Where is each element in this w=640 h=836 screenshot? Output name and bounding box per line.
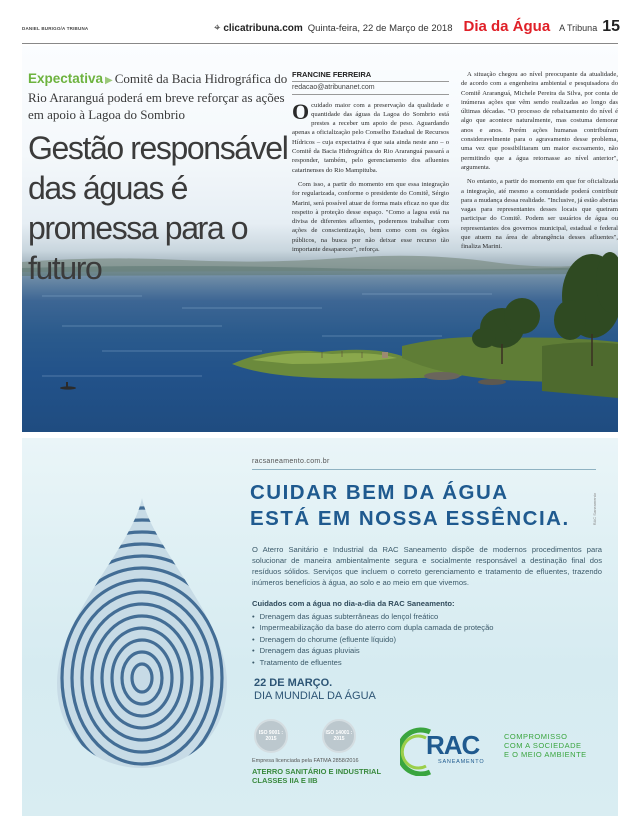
ad-website[interactable]: racsaneamento.com.br xyxy=(252,458,330,465)
article-headline: Gestão responsável das águas é promessa para o futuro xyxy=(28,130,288,286)
license-classes: ATERRO SANITÁRIO E INDUSTRIAL CLASSES IIA E IIB xyxy=(252,767,382,785)
kicker-label: Expectativa xyxy=(28,71,104,86)
kicker-text: Comitê da Bacia Hidrográfica do Rio Araranguá poderá em breve reforçar as ações em apoio à Lagoa do Sombrio xyxy=(28,71,288,122)
rac-advertisement xyxy=(22,438,618,816)
list-item: • Impermeabilização da base do aterro com dupla camada de proteção xyxy=(252,622,494,633)
header-divider xyxy=(22,43,618,44)
page-header xyxy=(214,18,620,36)
article-column-2 xyxy=(461,70,618,259)
site-link[interactable]: clicatribuna.com xyxy=(223,23,303,34)
water-day-date: 22 DE MARÇO. DIA MUNDIAL DA ÁGUA xyxy=(254,677,376,702)
ad-body-text: O Aterro Sanitário e Industrial da RAC Saneamento dispõe de modernos procedimentos para solucionar de maneira ambientalmente segura e socialmente responsável a destinação final dos resíduos sólidos. Serviços que incluem o correto gerenciamento e tratamento de efluentes, trazendo inúmeros benefícios à água, ao solo e ao meio em que vivemos. xyxy=(252,545,602,587)
fingerprint-drop-icon xyxy=(42,488,242,778)
triangle-icon: ▶ xyxy=(105,75,113,86)
ad-list-title: Cuidados com a água no dia-a-dia da RAC Saneamento: xyxy=(252,599,455,608)
rac-logo-text: RAC xyxy=(426,730,480,760)
paragraph: Com isso, a partir do momento em que essa integração for regularizada, conforme o presidente do Comitê, Sérgio Marini, será possível atuar de forma mais eficaz no que diz respeito à proteção desse espaço. "Como a lagoa está na divisa de diferentes afluentes, poderemos trabalhar com ações de conscientização, bem como com os órgãos públicos, na busca por não deixar esse recurso tão importante desaparecer", reforça. xyxy=(292,180,449,254)
iso-9001-seal: ISO 9001 : 2015 xyxy=(254,719,288,753)
issue-date: Quinta-feira, 22 de Março de 2018 xyxy=(307,23,453,34)
article-column-1 xyxy=(292,70,449,259)
section-title: Dia da Água xyxy=(463,18,551,35)
paragraph: Ocuidado maior com a preservação da qualidade e quantidade das águas da Lagoa do Sombrio está prestes a receber um apoio de peso. Aguardando apenas a oficialização pelo Conselho Estadual de Recursos Hídricos – cuja expectativa é que saia ainda neste ano – o Comitê da Bacia Hidrográfica do Rio Araranguá passará a responder, também, pelo gerenciamento dos afluentes catarinenses do Rio Mampituba. xyxy=(292,98,449,174)
drop-cap: O xyxy=(292,98,310,124)
ad-title: CUIDAR BEM DA ÁGUA ESTÁ EM NOSSA ESSÊNCIA. xyxy=(250,481,570,530)
page-number: 15 xyxy=(602,18,620,35)
list-item: • Drenagem do chorume (efluente líquido) xyxy=(252,634,494,645)
license-text: Empresa licenciada pela FATMA 2858/2016 xyxy=(252,758,359,764)
paper-name: A Tribuna xyxy=(559,23,598,33)
list-item: • Tratamento de efluentes xyxy=(252,657,494,668)
author-name: FRANCINE FERREIRA xyxy=(292,70,372,79)
iso-14001-seal: ISO 14001 : 2015 xyxy=(322,719,356,753)
list-item: • Drenagem das águas pluviais xyxy=(252,645,494,656)
photo-credit: DANIEL BURIGO/A TRIBUNA xyxy=(22,26,89,31)
article-body xyxy=(292,70,618,259)
list-item: • Drenagem das águas subterrâneas do lençol freático xyxy=(252,611,494,622)
paragraph: No entanto, a partir do momento em que for oficializada a integração, até mesmo a comunidade poderá contribuir para a mudança dessa realidade. "Inclusive, já estão abertas vagas para representantes desses locais que queiram participar do Comitê. Podem ser usuários de água ou representantes dos governos municipal, estadual e federal que atuem na área de abrangência desses afluentes", finaliza Marini. xyxy=(461,178,618,251)
author-email[interactable]: redacao@atribunanet.com xyxy=(292,81,449,94)
ad-vertical-credit: RAC Saneamento xyxy=(592,493,597,526)
rac-slogan: COMPROMISSO COM A SOCIEDADE E O MEIO AMBIENTE xyxy=(504,732,587,759)
rac-logo-subtitle: SANEAMENTO xyxy=(438,759,485,765)
article-kicker xyxy=(28,70,298,123)
ad-care-list xyxy=(252,611,494,668)
ad-divider xyxy=(252,469,596,470)
cursor-icon: ⌖ xyxy=(214,22,221,34)
paragraph: A situação chegou ao nível preocupante da atualidade, de acordo com a engenheira ambiental e pesquisadora do Comitê Araranguá, Michele Pereira da Silva, por conta de inúmeras ações que vêm sendo realizadas ao longo das últimas décadas. "O processo de rebaixamento do nível é algo que acontece naturalmente, mas costuma demorar anos e anos. Porém ações humanas contribuíram consideravelmente para o agravamento desse problema, uma vez que possibilitaram um maior escoamento, não permitindo que a água retornasse ao nível anterior", argumenta. xyxy=(461,71,618,171)
lagoon-photo xyxy=(22,46,618,432)
